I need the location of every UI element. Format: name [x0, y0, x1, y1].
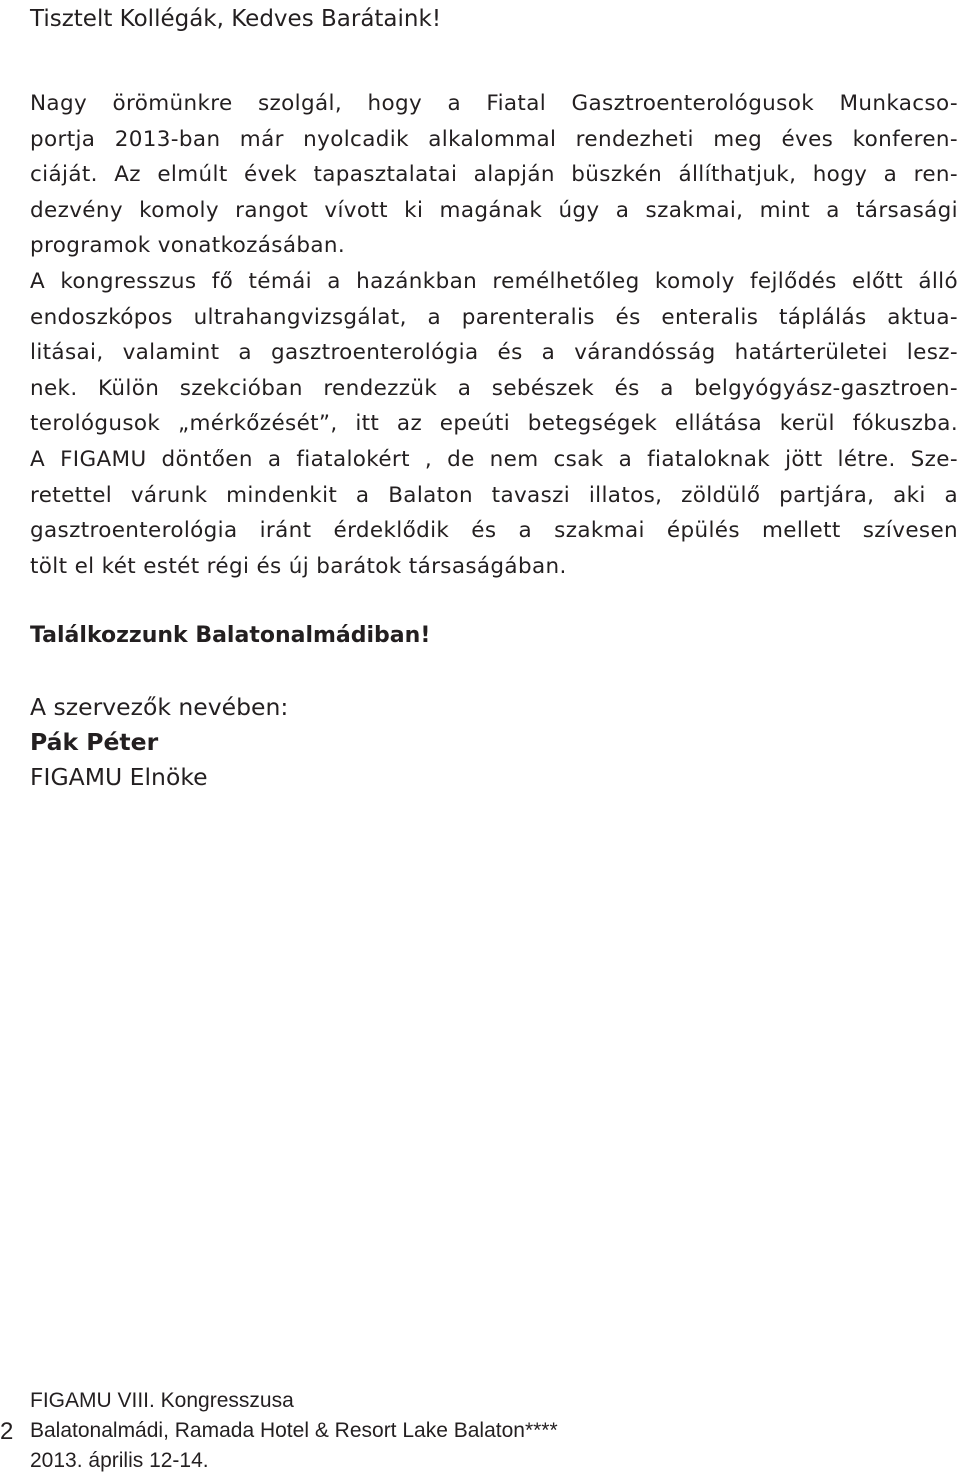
signature-intro: A szervezők nevében:: [30, 693, 289, 721]
footer-venue: Balatonalmádi, Ramada Hotel & Resort Lake Balaton****: [30, 1419, 558, 1442]
letter-closing: Találkozzunk Balatonalmádiban!: [30, 623, 431, 648]
body-line: A kongresszus fő témái a hazánkban remélhetőleg komoly fejlődés előtt álló: [30, 268, 958, 294]
body-line: tölt el két estét régi és új barátok társaságában.: [30, 553, 567, 579]
letter-body: [30, 86, 958, 584]
body-line: programok vonatkozásában.: [30, 233, 346, 259]
body-line: litásai, valamint a gasztroenterológia és a várandósság határterületei lesz-: [30, 340, 958, 366]
signature-role: FIGAMU Elnöke: [30, 763, 208, 791]
body-line: dezvény komoly rangot vívott ki magának úgy a szakmai, mint a társasági: [30, 197, 958, 223]
footer-event: FIGAMU VIII. Kongresszusa: [30, 1389, 294, 1412]
body-line: terológusok „mérkőzését”, itt az epeúti betegségek ellátása kerül fókuszba.: [30, 411, 958, 437]
body-line: A FIGAMU döntően a fiatalokért , de nem csak a fiataloknak jött létre. Sze-: [30, 446, 958, 472]
footer: [30, 1386, 558, 1476]
letter-greeting: Tisztelt Kollégák, Kedves Barátaink!: [30, 6, 442, 32]
body-line: retettel várunk mindenkit a Balaton tavaszi illatos, zöldülő partjára, aki a: [30, 482, 958, 508]
body-line: Nagy örömünkre szolgál, hogy a Fiatal Gasztroenterológusok Munkacso-: [30, 91, 958, 116]
body-line: portja 2013-ban már nyolcadik alkalommal rendezheti meg éves konferen-: [30, 126, 958, 152]
footer-dates: 2013. április 12-14.: [30, 1449, 209, 1472]
body-line: ciáját. Az elmúlt évek tapasztalatai alapján büszkén állíthatjuk, hogy a ren-: [30, 162, 958, 188]
page-number: 2: [0, 1418, 14, 1445]
signature-name: Pák Péter: [30, 728, 159, 756]
body-line: nek. Külön szekcióban rendezzük a sebészek és a belgyógyász-gasztroen-: [30, 375, 958, 401]
body-line: endoszkópos ultrahangvizsgálat, a parenteralis és enteralis táplálás aktua-: [30, 304, 958, 330]
body-line: gasztroenterológia iránt érdeklődik és a szakmai épülés mellett szívesen: [30, 518, 958, 544]
